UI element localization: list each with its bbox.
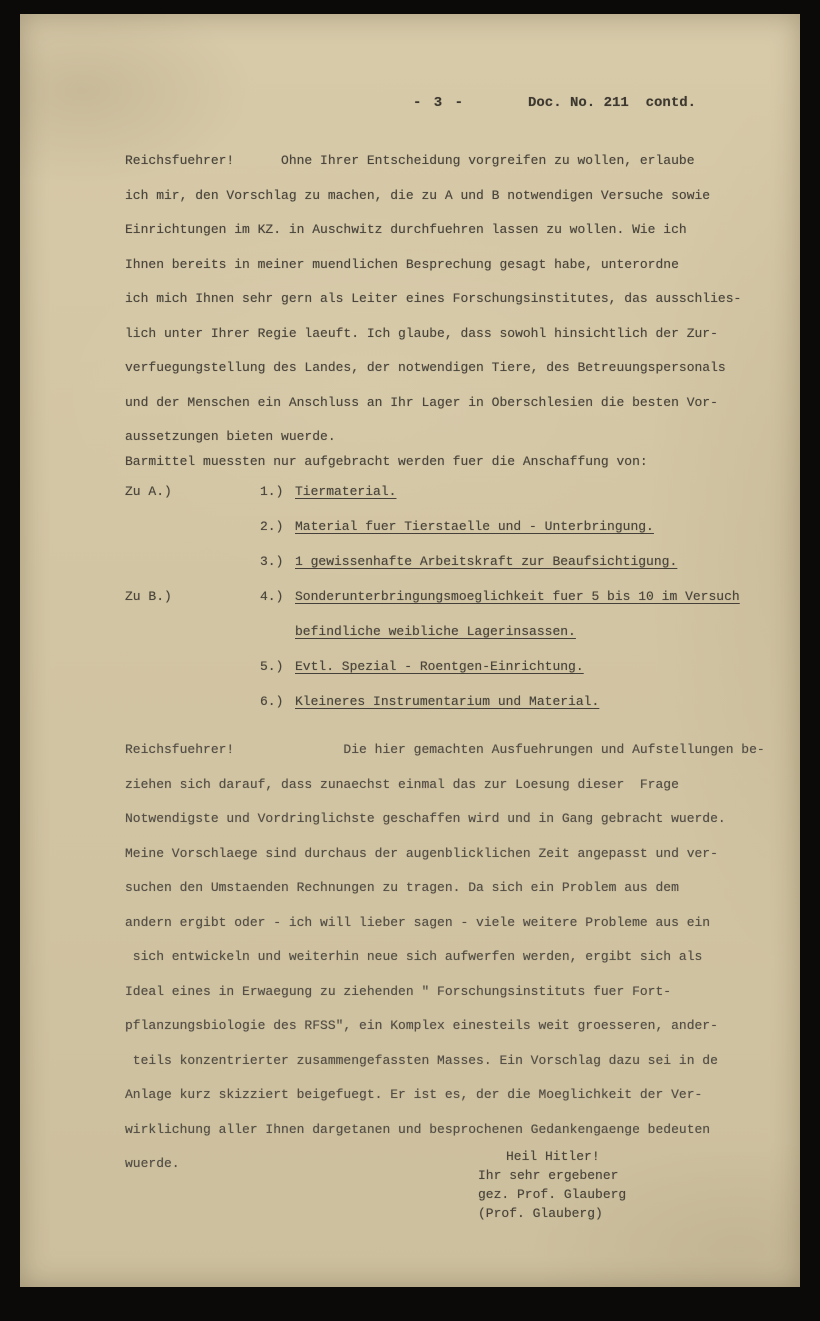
list-item-number: 1.)	[260, 484, 284, 499]
text-line: und der Menschen ein Anschluss an Ihr Lager in Oberschlesien die besten Vor-	[125, 394, 718, 410]
list-item-text: 1 gewissenhafte Arbeitskraft zur Beaufsichtigung.	[295, 554, 678, 569]
page-number: - 3 -	[413, 95, 466, 111]
text-line: verfuegungstellung des Landes, der notwendigen Tiere, des Betreuungspersonals	[125, 360, 726, 375]
text-line: ziehen sich darauf, dass zunaechst einmal das zur Loesung dieser Frage	[125, 776, 679, 792]
list-group-b-label: Zu B.)	[125, 589, 172, 604]
text-line: Meine Vorschlaege sind durchaus der augenblicklichen Zeit angepasst und ver-	[125, 845, 718, 861]
signature-block	[478, 1147, 626, 1223]
text-line: suchen den Umstaenden Rechnungen zu tragen. Da sich ein Problem aus dem	[125, 880, 679, 895]
list-item-number: 2.)	[260, 519, 284, 534]
text-line: Notwendigste und Vordringlichste geschaffen wird und in Gang gebracht wuerde.	[125, 811, 726, 826]
list-item-number: 6.)	[260, 694, 284, 709]
text-line: Reichsfuehrer! Ohne Ihrer Entscheidung vorgreifen zu wollen, erlaube	[125, 153, 695, 168]
text-line: teils konzentrierter zusammengefassten Masses. Ein Vorschlag dazu sei in de	[125, 1052, 718, 1068]
list-item-number: 4.)	[260, 589, 284, 604]
text-line: Ideal eines in Erwaegung zu ziehenden " Forschungsinstituts fuer Fort-	[125, 983, 672, 999]
text-line: Ihr sehr ergebener	[478, 1168, 619, 1183]
list-group-a-label: Zu A.)	[125, 484, 172, 499]
text-line: wirklichung aller Ihnen dargetanen und besprochenen Gedankengaenge bedeuten	[125, 1121, 711, 1137]
text-line: aussetzungen bieten wuerde.	[125, 429, 336, 444]
text-line: wuerde.	[125, 1156, 180, 1171]
text-line: gez. Prof. Glauberg	[478, 1187, 627, 1202]
text-line: andern ergibt oder - ich will lieber sagen - viele weitere Probleme aus ein	[125, 914, 711, 930]
list-item-number: 5.)	[260, 659, 284, 674]
text-line: ich mir, den Vorschlag zu machen, die zu A und B notwendigen Versuche sowie	[125, 187, 711, 203]
list-item-text: Kleineres Instrumentarium und Material.	[295, 694, 600, 709]
text-line: lich unter Ihrer Regie laeuft. Ich glaube, dass sowohl hinsichtlich der Zur-	[125, 325, 718, 341]
document-page	[20, 14, 800, 1287]
list-item-text: Evtl. Spezial - Roentgen-Einrichtung.	[295, 659, 584, 674]
list-item-text: Sonderunterbringungsmoeglichkeit fuer 5 bis 10 im Versuch	[295, 589, 740, 604]
text-line: Ihnen bereits in meiner muendlichen Besprechung gesagt habe, unterordne	[125, 256, 679, 272]
text-line: Heil Hitler!	[506, 1149, 600, 1164]
list-item-text: Tiermaterial.	[295, 484, 397, 499]
list-item-text: Material fuer Tierstaelle und - Unterbringung.	[295, 519, 654, 534]
doc-reference: Doc. No. 211 contd.	[528, 95, 697, 111]
text-line: (Prof. Glauberg)	[478, 1206, 603, 1221]
text-line: Reichsfuehrer! Die hier gemachten Ausfuehrungen und Aufstellungen be-	[125, 742, 765, 757]
list-item-text: befindliche weibliche Lagerinsassen.	[295, 624, 576, 639]
barmittel-line: Barmittel muessten nur aufgebracht werden fuer die Anschaffung von:	[125, 454, 648, 469]
text-line: pflanzungsbiologie des RFSS", ein Komplex einesteils weit groesseren, ander-	[125, 1018, 718, 1033]
text-line: ich mich Ihnen sehr gern als Leiter eines Forschungsinstitutes, das ausschlies-	[125, 291, 742, 306]
text-line: Anlage kurz skizziert beigefuegt. Er ist es, der die Moeglichkeit der Ver-	[125, 1087, 703, 1102]
text-line: sich entwickeln und weiterhin neue sich aufwerfen werden, ergibt sich als	[125, 949, 703, 964]
paragraph-1	[125, 144, 741, 455]
list-item-number: 3.)	[260, 554, 284, 569]
text-line: Einrichtungen im KZ. in Auschwitz durchfuehren lassen zu wollen. Wie ich	[125, 222, 687, 237]
paragraph-2	[125, 733, 765, 1182]
